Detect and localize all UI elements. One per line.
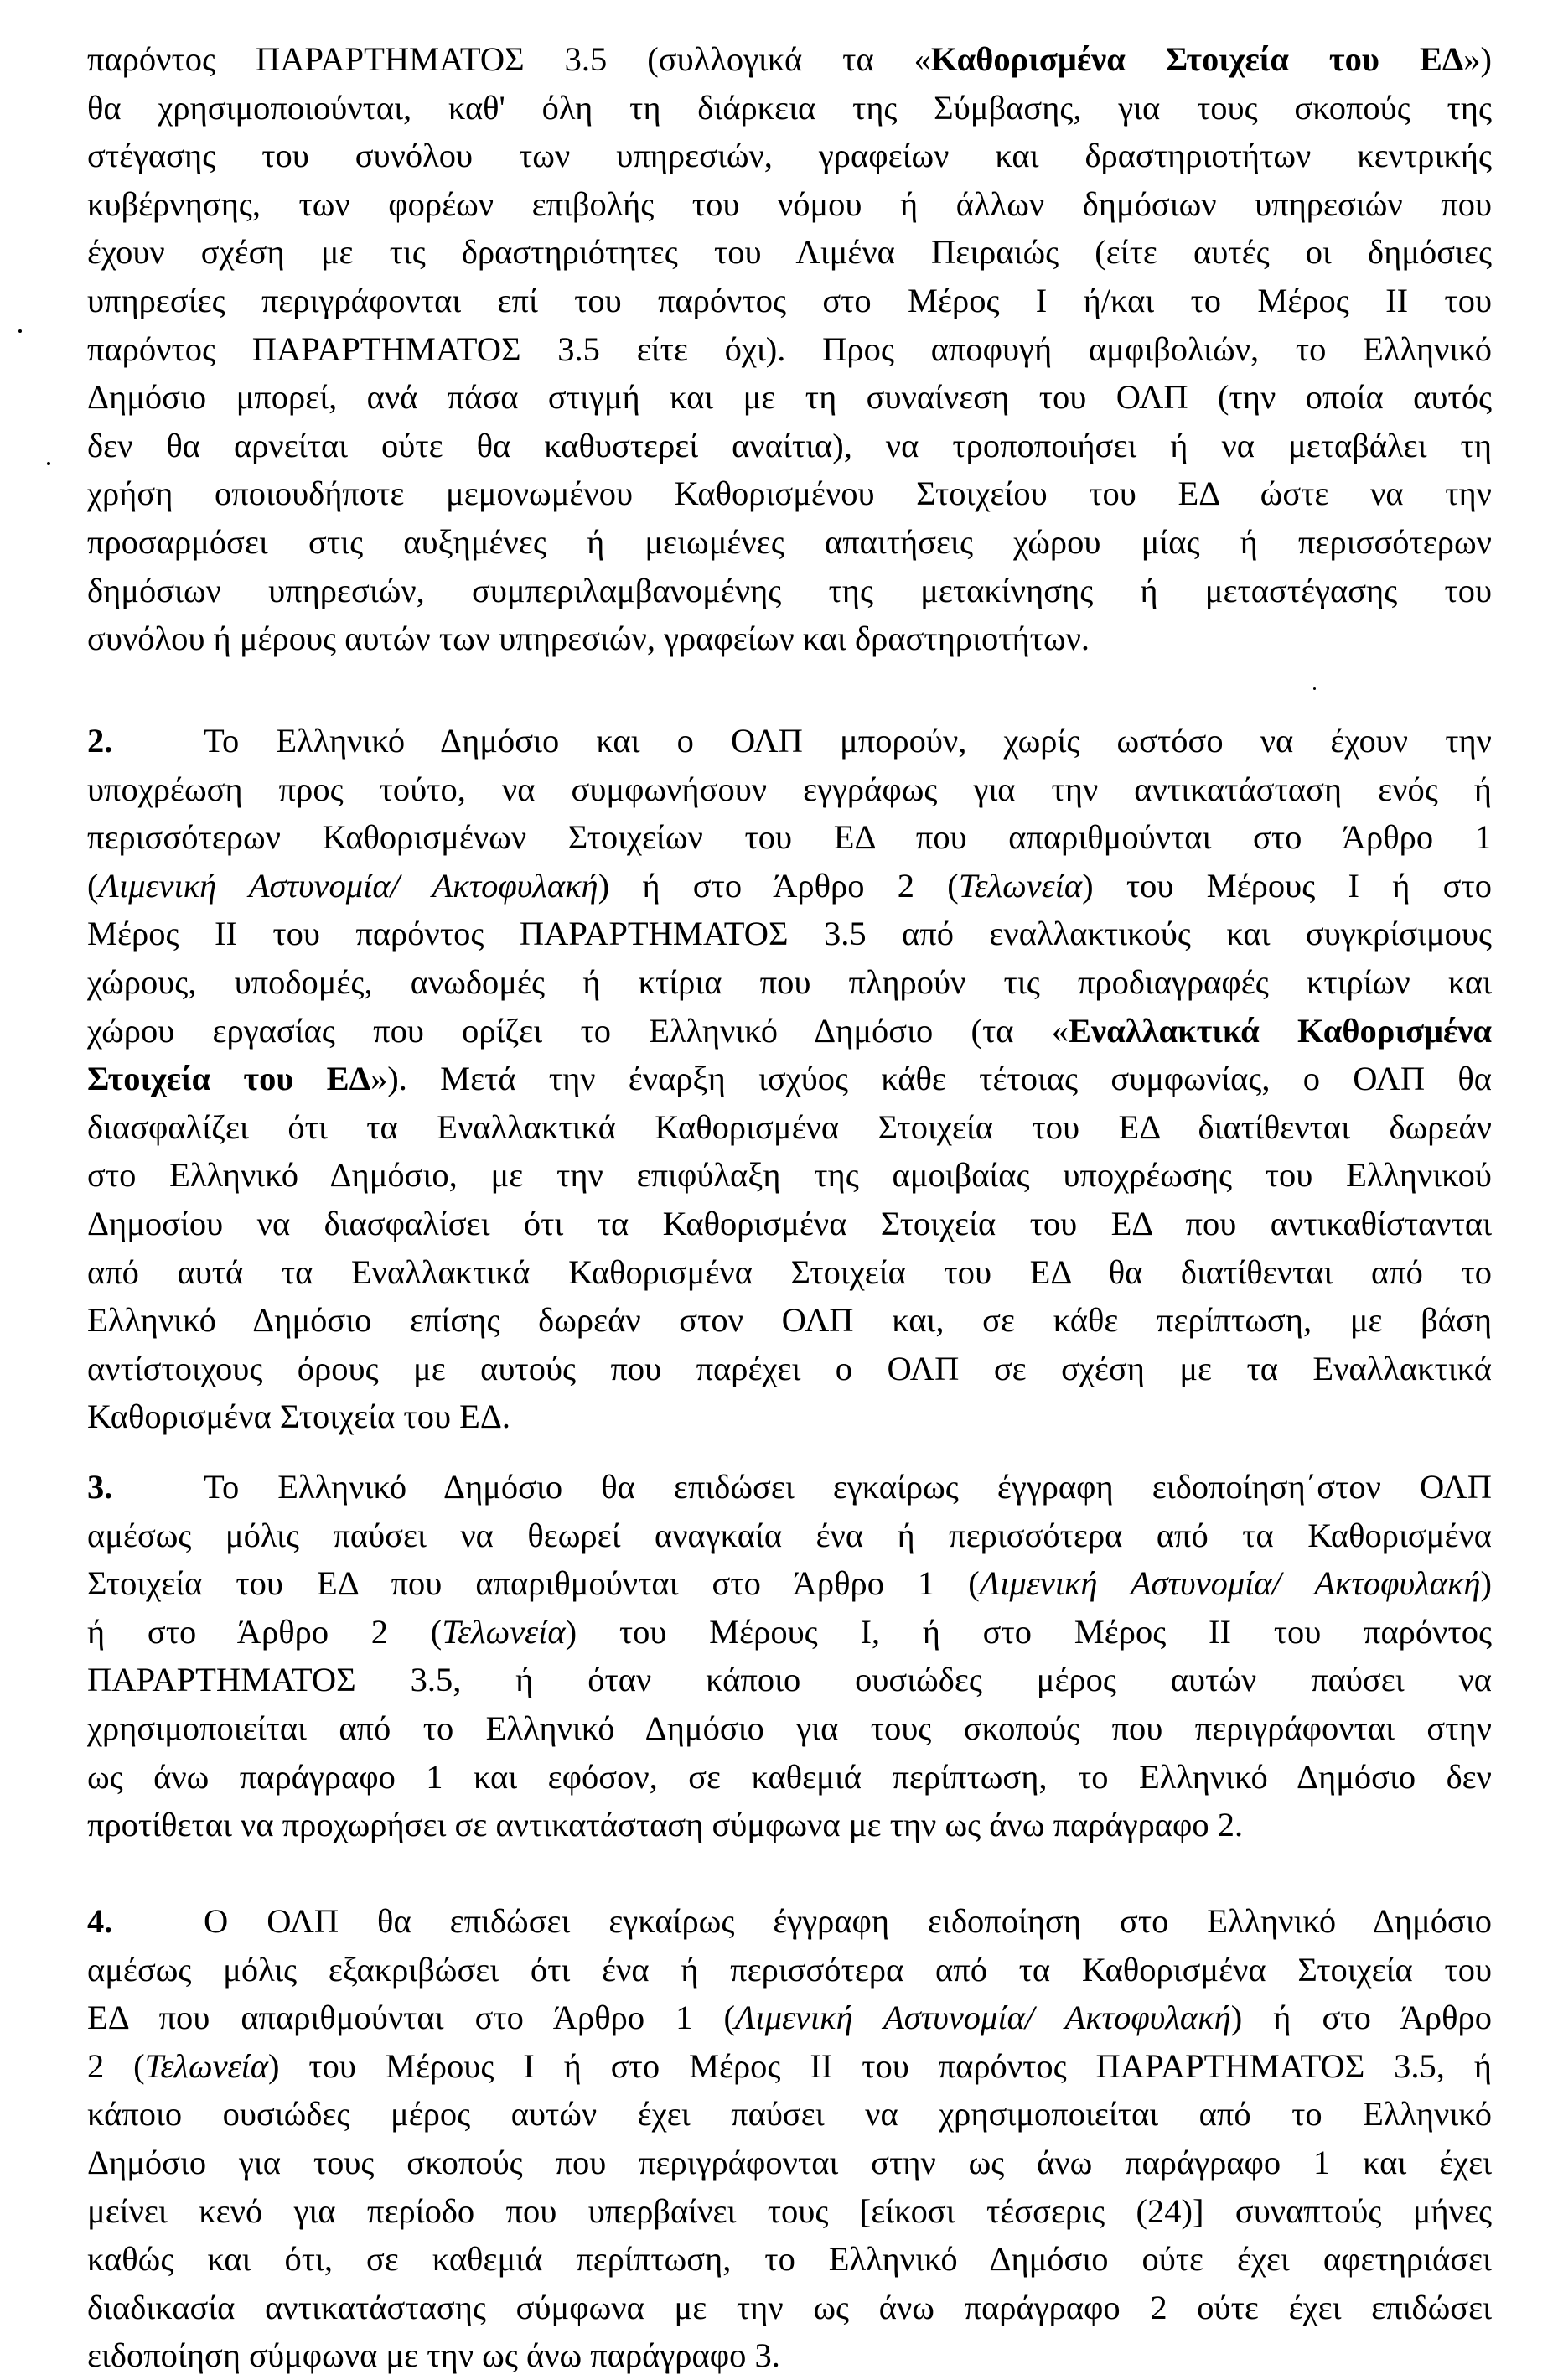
text-line — [87, 1946, 1492, 1994]
text-run: ) του Μέρους Ι, ή στο Μέρος ΙΙ του παρόντος — [565, 1612, 1492, 1651]
text-run: καθώς και ότι, σε καθεμιά περίπτωση, το Ελληνικό Δημόσιο ούτε έχει αφετηριάσει — [87, 2240, 1492, 2279]
text-run: Δημόσιο μπορεί, ανά πάσα στιγμή και με τη συναίνεση του ΟΛΠ (την οποία αυτός — [87, 378, 1492, 417]
text-line — [87, 228, 1492, 277]
text-run: ) ή στο Άρθρο 2 ( — [598, 866, 959, 905]
bold-defined-term: Στοιχεία του ΕΔ — [87, 1060, 370, 1098]
text-line — [87, 1007, 1492, 1055]
text-line — [87, 813, 1492, 862]
text-run: ΠΑΡΑΡΤΗΜΑΤΟΣ 3.5, ή όταν κάποιο ουσιώδες μέρος αυτών παύσει να — [87, 1661, 1492, 1699]
text-run: ή στο Άρθρο 2 ( — [87, 1612, 443, 1651]
text-line — [87, 518, 1492, 567]
italic-term: Τελωνεία — [442, 1612, 566, 1651]
text-line — [87, 567, 1492, 615]
text-run: θα χρησιμοποιούνται, καθ' όλη τη διάρκεια της Σύμβασης, για τους σκοπούς της — [87, 88, 1492, 127]
text-run: 2 ( — [87, 2046, 145, 2085]
text-line — [87, 614, 1492, 663]
italic-term: Τελωνεία — [958, 866, 1083, 905]
text-run: Ο ΟΛΠ θα επιδώσει εγκαίρως έγγραφη ειδοποίηση στο Ελληνικό Δημόσιο — [204, 1902, 1492, 1940]
text-line — [87, 717, 1492, 765]
text-line — [87, 1345, 1492, 1393]
text-line — [87, 1151, 1492, 1200]
text-line — [87, 2284, 1492, 2332]
text-run: κυβέρνησης, των φορέων επιβολής του νόμου ή άλλων δημόσιων υπηρεσιών που — [87, 184, 1492, 223]
text-line — [87, 2042, 1492, 2091]
paragraph-4 — [87, 1897, 1492, 2380]
text-run: χρησιμοποιείται από το Ελληνικό Δημόσιο για τους σκοπούς που περιγράφονται στην — [87, 1709, 1492, 1747]
cut-off-previous-line — [0, 0, 1558, 12]
text-line — [87, 2331, 1492, 2380]
text-run: ΕΔ που απαριθμούνται στο Άρθρο 1 ( — [87, 1999, 735, 2037]
text-line — [87, 1656, 1492, 1704]
text-line — [87, 2235, 1492, 2284]
scan-artifact-dot — [1313, 687, 1316, 690]
text-run: ( — [87, 866, 99, 905]
text-run: παρόντος ΠΑΡΑΡΤΗΜΑΤΟΣ 3.5 είτε όχι). Προς αποφυγή αμφιβολιών, το Ελληνικό — [87, 329, 1492, 368]
italic-term: Λιμενική Αστυνομία/ Ακτοφυλακή — [979, 1564, 1481, 1603]
text-run: χώρου εργασίας που ορίζει το Ελληνικό Δημόσιο (τα « — [87, 1011, 1069, 1050]
paragraph-number: 2. — [87, 722, 113, 760]
text-run: προσαρμόσει στις αυξημένες ή μειωμένες απαιτήσεις χώρου μίας ή περισσότερων — [87, 522, 1492, 561]
text-run: Μέρος ΙΙ του παρόντος ΠΑΡΑΡΤΗΜΑΤΟΣ 3.5 από εναλλακτικούς και συγκρίσιμους — [87, 915, 1492, 953]
text-run: Δημόσιο για τους σκοπούς που περιγράφονται στην ως άνω παράγραφο 1 και έχει — [87, 2143, 1492, 2181]
text-run: στέγασης του συνόλου των υπηρεσιών, γραφείων και δραστηριοτήτων κεντρικής — [87, 137, 1492, 175]
text-line — [87, 469, 1492, 518]
text-run: υπηρεσίες περιγράφονται επί του παρόντος στο Μέρος Ι ή/και το Μέρος ΙΙ του — [87, 281, 1492, 319]
text-run: ) του Μέρους Ι ή στο Μέρος ΙΙ του παρόντος ΠΑΡΑΡΤΗΜΑΤΟΣ 3.5, ή — [268, 2046, 1492, 2085]
text-line — [87, 1897, 1492, 1946]
text-run: παρόντος ΠΑΡΑΡΤΗΜΑΤΟΣ 3.5 (συλλογικά τα « — [87, 40, 931, 78]
italic-term: Λιμενική Αστυνομία/ Ακτοφυλακή — [734, 1999, 1231, 2037]
text-line — [87, 1559, 1492, 1608]
text-line — [87, 132, 1492, 180]
text-line — [87, 1994, 1492, 2042]
text-run: διασφαλίζει ότι τα Εναλλακτικά Καθορισμένα Στοιχεία του ΕΔ διατίθενται δωρεάν — [87, 1107, 1492, 1146]
text-run: αμέσως μόλις εξακριβώσει ότι ένα ή περισσότερα από τα Καθορισμένα Στοιχεία του — [87, 1950, 1492, 1989]
text-line — [87, 1055, 1492, 1103]
text-line — [87, 180, 1492, 229]
text-run: ) — [1480, 1564, 1492, 1603]
paragraph-3 — [87, 1463, 1492, 1849]
text-line — [87, 2090, 1492, 2139]
text-run: Καθορισμένα Στοιχεία του ΕΔ. — [87, 1397, 511, 1436]
text-run: Το Ελληνικό Δημόσιο και ο ΟΛΠ μπορούν, χωρίς ωστόσο να έχουν την — [204, 722, 1492, 760]
text-line — [87, 1463, 1492, 1511]
bold-defined-term: Καθορισμένα Στοιχεία του ΕΔ — [930, 40, 1464, 78]
text-run: ) ή στο Άρθρο — [1230, 1999, 1492, 2037]
text-line — [87, 862, 1492, 910]
text-run: έχουν σχέση με τις δραστηριότητες του Λιμένα Πειραιώς (είτε αυτές οι δημόσιες — [87, 233, 1492, 272]
text-run: δεν θα αρνείται ούτε θα καθυστερεί αναίτια), να τροποποιήσει ή να μεταβάλει τη — [87, 426, 1492, 464]
text-run: περισσότερων Καθορισμένων Στοιχείων του ΕΔ που απαριθμούνται στο Άρθρο 1 — [87, 818, 1492, 857]
text-line — [87, 422, 1492, 470]
italic-term: Τελωνεία — [144, 2046, 269, 2085]
text-run: από αυτά τα Εναλλακτικά Καθορισμένα Στοιχεία του ΕΔ θα διατίθενται από το — [87, 1252, 1492, 1291]
text-line — [87, 1608, 1492, 1657]
text-run: διαδικασία αντικατάστασης σύμφωνα με την ως άνω παράγραφο 2 ούτε έχει επιδώσει — [87, 2288, 1492, 2326]
text-run: μείνει κενό για περίοδο που υπερβαίνει τους [είκοσι τέσσερις (24)] συναπτούς μήνες — [87, 2191, 1492, 2230]
text-run: αντίστοιχους όρους με αυτούς που παρέχει ο ΟΛΠ σε σχέση με τα Εναλλακτικά — [87, 1349, 1492, 1387]
text-line — [87, 1704, 1492, 1753]
text-line — [87, 910, 1492, 958]
text-run: κάποιο ουσιώδες μέρος αυτών έχει παύσει να χρησιμοποιείται από το Ελληνικό — [87, 2095, 1492, 2134]
text-run: Ελληνικό Δημόσιο επίσης δωρεάν στον ΟΛΠ και, σε κάθε περίπτωση, με βάση — [87, 1301, 1492, 1340]
text-line — [87, 765, 1492, 814]
paragraph-1-continuation — [87, 35, 1492, 663]
text-line — [87, 1801, 1492, 1849]
paragraph-number: 3. — [87, 1468, 113, 1506]
text-line — [87, 1296, 1492, 1345]
scan-artifact-dot — [47, 462, 50, 465]
text-run: συνόλου ή μέρους αυτών των υπηρεσιών, γραφείων και δραστηριοτήτων. — [87, 620, 1090, 658]
text-line — [87, 325, 1492, 374]
text-line — [87, 373, 1492, 422]
text-line — [87, 2187, 1492, 2236]
text-line — [87, 1200, 1492, 1248]
paragraph-number: 4. — [87, 1902, 113, 1940]
text-run: χρήση οποιουδήποτε μεμονωμένου Καθορισμένου Στοιχείου του ΕΔ ώστε να την — [87, 474, 1492, 513]
text-run: Δημοσίου να διασφαλίσει ότι τα Καθορισμένα Στοιχεία του ΕΔ που αντικαθίστανται — [87, 1204, 1492, 1242]
text-line — [87, 277, 1492, 325]
text-run: Το Ελληνικό Δημόσιο θα επιδώσει εγκαίρως έγγραφη ειδοποίηση΄στον ΟΛΠ — [204, 1468, 1492, 1506]
text-line — [87, 2139, 1492, 2187]
text-line — [87, 84, 1492, 132]
text-line — [87, 1248, 1492, 1297]
text-line — [87, 1511, 1492, 1560]
text-run: αμέσως μόλις παύσει να θεωρεί αναγκαία ένα ή περισσότερα από τα Καθορισμένα — [87, 1516, 1492, 1554]
text-run: Στοιχεία του ΕΔ που απαριθμούνται στο Άρθρο 1 ( — [87, 1564, 980, 1603]
text-line — [87, 958, 1492, 1007]
text-run: ως άνω παράγραφο 1 και εφόσον, σε καθεμιά περίπτωση, το Ελληνικό Δημόσιο δεν — [87, 1757, 1492, 1796]
text-run: υποχρέωση προς τούτο, να συμφωνήσουν εγγράφως για την αντικατάσταση ενός ή — [87, 770, 1492, 808]
text-run: ») — [1463, 40, 1492, 78]
scan-artifact-dot — [18, 329, 22, 333]
italic-term: Λιμενική Αστυνομία/ Ακτοφυλακή — [98, 866, 598, 905]
text-run: ειδοποίηση σύμφωνα με την ως άνω παράγραφο 3. — [87, 2336, 780, 2375]
bold-defined-term: Εναλλακτικά Καθορισμένα — [1069, 1011, 1492, 1050]
text-line — [87, 1753, 1492, 1802]
text-line — [87, 35, 1492, 84]
text-run: προτίθεται να προχωρήσει σε αντικατάσταση σύμφωνα με την ως άνω παράγραφο 2. — [87, 1806, 1244, 1844]
text-run: ) του Μέρους Ι ή στο — [1082, 866, 1492, 905]
text-line — [87, 1392, 1492, 1441]
text-run: στο Ελληνικό Δημόσιο, με την επιφύλαξη της αμοιβαίας υποχρέωσης του Ελληνικού — [87, 1156, 1492, 1195]
text-run: χώρους, υποδομές, ανωδομές ή κτίρια που πληρούν τις προδιαγραφές κτιρίων και — [87, 962, 1492, 1001]
text-run: »). Μετά την έναρξη ισχύος κάθε τέτοιας συμφωνίας, ο ΟΛΠ θα — [370, 1060, 1492, 1098]
text-line — [87, 1103, 1492, 1152]
text-run: δημόσιων υπηρεσιών, συμπεριλαμβανομένης της μετακίνησης ή μεταστέγασης του — [87, 571, 1492, 609]
paragraph-2 — [87, 717, 1492, 1441]
